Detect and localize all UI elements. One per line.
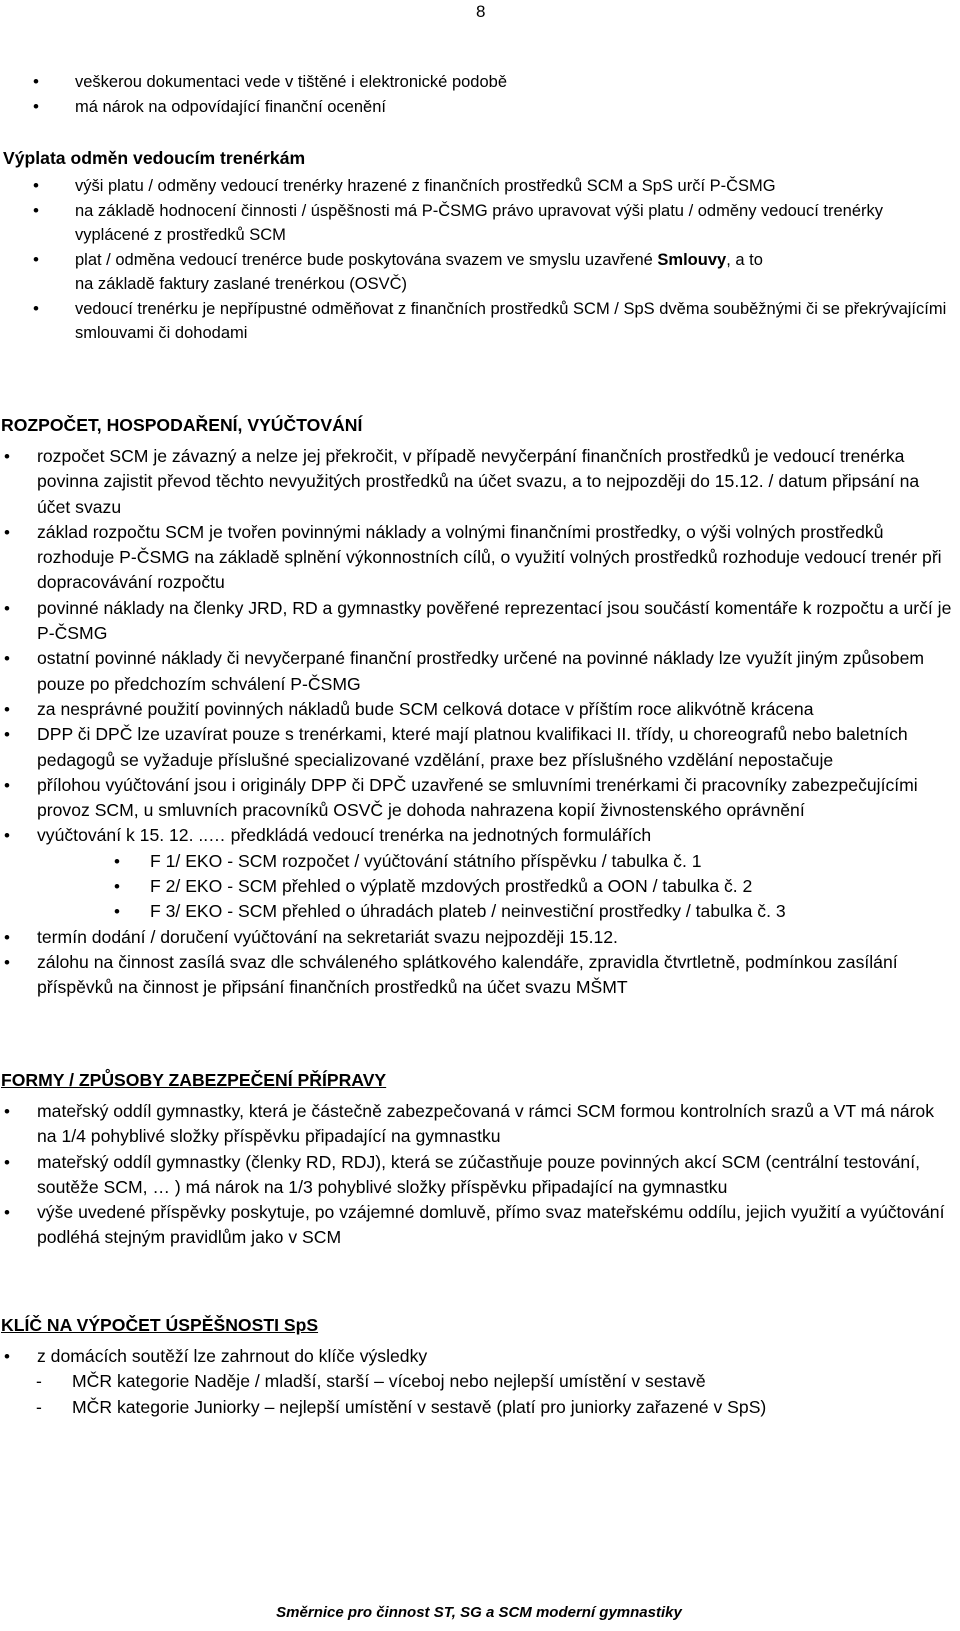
section-heading: KLÍČ NA VÝPOČET ÚSPĚŠNOSTI SpS [1,1315,319,1335]
page-footer: Směrnice pro činnost ST, SG a SCM moderní gymnastiky [276,1604,682,1621]
list-item: • za nesprávné použití povinných nákladů bude SCM celková dotace v příštím roce alikvótně krácena [0,697,958,722]
section-heading: Výplata odměn vedoucím trenérkám [3,148,306,168]
klic-list [0,1344,958,1420]
list-item: • povinné náklady na členky JRD, RD a gymnastky pověřené reprezentací jsou součástí komentáře k rozpočtu a určí je P-ČSMG [0,596,958,647]
list-item: • výši platu / odměny vedoucí trenérky hrazené z finančních prostředků SCM a SpS určí P-ČSMG [0,174,958,199]
list-item [0,248,958,297]
list-item: • veškerou dokumentaci vede v tištěné i elektronické podobě [0,70,958,95]
list-item: • zálohu na činnost zasílá svaz dle schváleného splátkového kalendáře, zpravidla čtvrtletně, podmínkou zasílání příspěvků na činnost je připsání finančních prostředků na účet svazu MŠMT [0,950,958,1001]
list-item: • přílohou vyúčtování jsou i originály DPP či DPČ uzavřené se smluvními trenérkami či pracovníky zabezpečujícími provoz SCM, u smluvních pracovníků OSVČ je dohoda nahrazena kopií živnostenského oprávnění [0,773,958,824]
list-item: • ostatní povinné náklady či nevyčerpané finanční prostředky určené na povinné náklady lze využít jiným způsobem pouze po předchozím schválení P-ČSMG [0,646,958,697]
list-item: • DPP či DPČ lze uzavírat pouze s trenérkami, které mají platnou kvalifikaci II. třídy, u choreografů nebo baletních pedagogů se vyžaduje příslušné specializované vzdělání, praxe bez příslušného vzdělání nepostačuje [0,722,958,773]
vyplata-list-wrap [0,174,958,346]
formy-section [0,1068,958,1093]
dash-item: - MČR kategorie Juniorky – nejlepší umístění v sestavě (platí pro juniorky zařazené v SpS) [0,1395,958,1420]
dash-item: - MČR kategorie Naděje / mladší, starší – víceboj nebo nejlepší umístění v sestavě [0,1369,958,1394]
intro-section [0,70,958,119]
list-item: • z domácích soutěží lze zahrnout do klíče výsledky [0,1344,958,1369]
rozpocet-list [0,444,958,1001]
vyplata-list [0,174,958,346]
klic-list-wrap [0,1344,958,1420]
formy-list [0,1099,958,1251]
intro-list [0,70,958,119]
list-item: • vedoucí trenérku je nepřípustné odměňovat z finančních prostředků SCM / SpS dvěma souběžnými či se překrývajícími smlouvami či dohodami [0,297,958,346]
section-heading: FORMY / ZPŮSOBY ZABEZPEČENÍ PŘÍPRAVY [1,1070,387,1090]
section-heading: ROZPOČET, HOSPODAŘENÍ, VYÚČTOVÁNÍ [1,415,363,435]
item-text: , a to [726,250,763,269]
item-text: na základě faktury zaslané trenérkou (OSVČ) [75,275,407,293]
list-item: • mateřský oddíl gymnastky (členky RD, RDJ), která se zúčastňuje pouze povinných akcí SCM (centrální testování, soutěže SCM, … ) má nárok na 1/3 pohyblivé složky příspěvku připadající na gymnastku [0,1150,958,1201]
list-item: • termín dodání / doručení vyúčtování na sekretariát svazu nejpozději 15.12. [0,925,958,950]
page-number: 8 [476,2,486,21]
vyplata-section [0,146,958,171]
form-subitem: • F 2/ EKO - SCM přehled o výplatě mzdových prostředků a OON / tabulka č. 2 [0,874,958,899]
list-item: • má nárok na odpovídající finanční ocenění [0,95,958,120]
list-item: • na základě hodnocení činnosti / úspěšnosti má P-ČSMG právo upravovat výši platu / odměny vedoucí trenérky vyplácené z prostředků SCM [0,199,958,248]
form-subitem: • F 3/ EKO - SCM přehled o úhradách plateb / neinvestiční prostředky / tabulka č. 3 [0,899,958,924]
list-item: • vyúčtování k 15. 12. ..… předkládá vedoucí trenérka na jednotných formulářích [0,823,958,848]
formy-list-wrap [0,1099,958,1251]
rozpocet-section [0,413,958,438]
item-bold-text: Smlouvy [657,250,727,269]
item-text: plat / odměna vedoucí trenérce bude poskytována svazem ve smyslu uzavřené [75,250,658,269]
rozpocet-list-wrap [0,444,958,1001]
list-item: • mateřský oddíl gymnastky, která je částečně zabezpečovaná v rámci SCM formou kontrolních srazů a VT má nárok na 1/4 pohyblivé složky příspěvku připadající na gymnastku [0,1099,958,1150]
list-item: • základ rozpočtu SCM je tvořen povinnými náklady a volnými finančními prostředky, o výši volných prostředků rozhoduje P-ČSMG na základě splnění výkonnostních cílů, o využití volných prostředků rozhoduje vedoucí trenér při dopracovávání rozpočtu [0,520,958,596]
form-subitem: • F 1/ EKO - SCM rozpočet / vyúčtování státního příspěvku / tabulka č. 1 [0,849,958,874]
list-item: • rozpočet SCM je závazný a nelze jej překročit, v případě nevyčerpání finančních prostředků je vedoucí trenérka povinna zajistit převod těchto nevyužitých prostředků na účet svazu, a to nejpozději do 15.12. / datum připsání na účet svazu [0,444,958,520]
list-item: • výše uvedené příspěvky poskytuje, po vzájemné domluvě, přímo svaz mateřskému oddílu, jejich využití a vyúčtování podléhá stejným pravidlům jako v SCM [0,1200,958,1251]
klic-section [0,1313,958,1338]
